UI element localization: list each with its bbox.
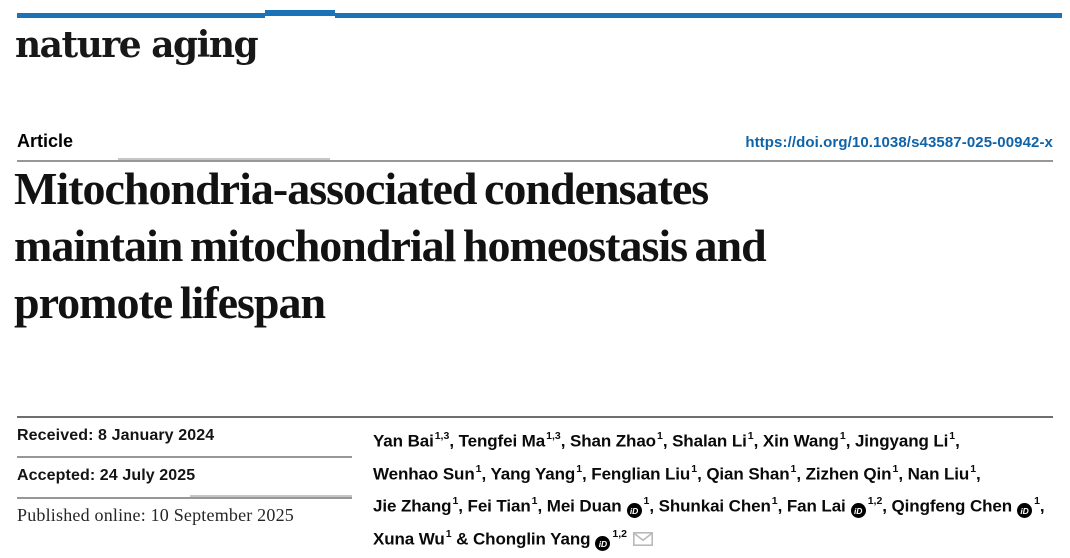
author-name: Fei Tian [467,496,531,516]
received-divider [17,456,352,458]
author-affiliation-sup: 1 [839,430,846,442]
brand-bar [17,13,1062,18]
author-affiliation-sup: 1 [452,495,459,508]
orcid-icon[interactable]: iD [1017,503,1032,518]
author-separator: , [898,464,908,484]
author-name: Nan Liu [907,464,970,484]
author-separator: , [777,496,787,516]
author-line-tail: , [1039,496,1045,516]
author-separator: , [662,431,673,451]
author-separator: , [537,496,547,516]
author-name: Shan Zhao [569,431,656,451]
author-separator: , [882,496,892,516]
author-name: Mei Duan [546,496,622,516]
author-name: Xin Wang [762,431,839,451]
author-name: Fenglian Liu [591,464,691,484]
accepted-divider [17,497,352,499]
author-name: Xuna Wu [373,529,445,549]
author-affiliation-sup: 1 [691,462,698,475]
author-affiliation-sup: 1 [445,527,452,540]
author-name: Jie Zhang [373,496,452,516]
orcid-icon[interactable]: iD [595,536,610,551]
author-affiliation-sup: 1,3 [434,430,450,442]
author-name: Shunkai Chen [658,496,771,516]
author-affiliation-sup: 1 [531,495,538,508]
author-affiliation-sup: 1 [790,462,797,475]
author-separator: & [451,529,473,549]
author-separator: , [582,464,592,484]
author-separator: , [796,464,806,484]
orcid-icon[interactable]: iD [851,503,866,518]
author-affiliation-sup: 1 [643,495,650,508]
author-affiliation-sup: 1 [892,462,899,475]
author-affiliation-sup: 1 [576,462,583,475]
orcid-icon[interactable]: iD [627,503,642,518]
author-affiliation-sup: 1,2 [612,527,627,540]
author-affiliation-sup: 1,2 [867,495,883,508]
author-line [373,423,1063,456]
author-line [373,521,1063,555]
author-affiliation-sup: 1 [970,462,977,475]
brand-bar-step [265,10,335,18]
meta-top-divider [17,416,1053,418]
article-title [14,160,1024,331]
accepted-date: Accepted: 24 July 2025 [17,467,196,484]
author-separator: , [449,431,459,451]
author-affiliation-sup: 1 [656,430,663,442]
article-type-label: Article [17,131,74,151]
author-name: Yang Yang [490,464,576,484]
received-date: Received: 8 January 2024 [17,427,215,444]
author-separator: , [697,464,707,484]
journal-logo: nature aging [15,24,258,66]
published-date: Published online: 10 September 2025 [17,505,294,525]
author-name: Qingfeng Chen [891,496,1013,516]
author-name: Fan Lai [786,496,846,516]
author-line [373,456,1063,489]
author-separator: , [458,496,468,516]
author-name: Qian Shan [706,464,790,484]
author-name: Wenhao Sun [373,464,475,484]
title-line-2: maintain mitochondrial homeostasis and [14,220,766,271]
author-affiliation-sup: 1 [475,462,482,475]
title-line-3: promote lifespan [14,277,326,328]
author-separator: , [560,431,570,451]
author-affiliation-sup: 1 [771,495,778,508]
author-separator: , [649,496,659,516]
author-name: Tengfei Ma [458,431,546,451]
author-separator: , [845,431,855,451]
author-name: Zizhen Qin [805,464,892,484]
author-separator: , [753,431,763,451]
author-affiliation-sup: 1 [949,430,956,442]
author-name: Yan Bai [373,431,434,451]
author-line [373,488,1063,521]
title-line-1: Mitochondria-associated condensates [14,163,709,214]
author-list [373,423,1063,555]
doi-link[interactable]: https://doi.org/10.1038/s43587-025-00942-x [745,134,1053,151]
author-affiliation-sup: 1,3 [546,430,561,442]
mail-icon[interactable] [633,527,653,555]
author-name: Chonglin Yang [473,529,591,549]
author-name: Jingyang Li [854,431,949,451]
author-line-tail: , [976,464,981,484]
accepted-divider-overlay [190,495,352,497]
author-separator: , [481,464,491,484]
author-line-tail: , [955,431,960,451]
author-affiliation-sup: 1 [1034,495,1040,508]
author-name: Shalan Li [672,431,747,451]
author-affiliation-sup: 1 [747,430,754,442]
